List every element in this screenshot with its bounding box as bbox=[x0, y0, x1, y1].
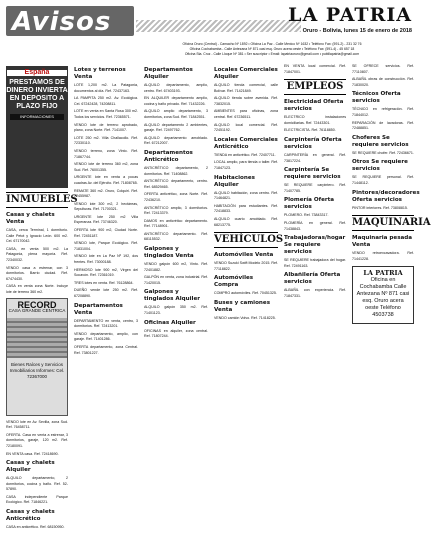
classified-item: ANTICRÉTICO departamento, 2 dormitorios. Ref. 71408862. bbox=[144, 165, 208, 176]
ad-brand: RECORD bbox=[17, 299, 57, 310]
subsection-heading: Casas y chalets Anticrético bbox=[6, 509, 55, 523]
column-2 bbox=[74, 64, 138, 542]
classified-item: OFICINAS en alquiler, zona central. Ref. 71807244. bbox=[144, 328, 208, 339]
contact-text: Oficina en Cochabamba Calle Antezana Nº 871 casi esq. Oruro acera oeste Teléfono 4503738 bbox=[356, 276, 410, 318]
classified-item: COMPRO automóviles. Ref. 70451325. bbox=[214, 291, 277, 296]
classified-item: URGENTE lote 250 m2 Villa Esperanza. Ref. 73746320. bbox=[74, 214, 138, 225]
classified-item: ALBAÑIL con experiencia. Ref. 71847331. bbox=[284, 288, 346, 298]
classified-item: ALQUILO cuarto amoblado. Ref. 68213775. bbox=[214, 216, 278, 227]
section-banner bbox=[6, 6, 134, 36]
classified-item: VENDO lote 300 m2, 2 hectáreas, Sepulturas. Ref. 71700321. bbox=[74, 201, 138, 212]
classified-item: OFERTA anticrético, zona Norte. Ref. 72436210. bbox=[144, 192, 208, 202]
category-heading: EMPLEOS bbox=[284, 79, 346, 95]
classified-item: LOTE 1,200 m2. La Patagonia, documentos al día. Ref. 72437163. bbox=[74, 83, 138, 93]
column-6 bbox=[352, 64, 431, 542]
subsection-heading: Carpintería Oferta servicios bbox=[284, 136, 342, 150]
classified-item: ANTICRÉTICO amplio, 3 dormitorios. Ref. 72413379. bbox=[144, 205, 208, 216]
classified-item: VENDO galpón 600 m2, Vinto. Ref. 72401882. bbox=[144, 262, 208, 272]
classified-item: SE REQUIERE trabajadora del hogar. Ref. 72491163. bbox=[284, 258, 346, 268]
subsection-heading: Carpintería Se requiere servicios bbox=[284, 167, 341, 181]
subsection-heading: Departamentos Alquiler bbox=[144, 67, 193, 80]
subsection-heading: Buses y camiones Venta bbox=[214, 299, 271, 313]
classified-item: ALQUILO local comercial. Ref. 72451192. bbox=[214, 122, 278, 133]
column-4 bbox=[214, 64, 284, 542]
dateline: Oruro - Bolivia, lunes 15 de enero de 2018 bbox=[302, 28, 412, 34]
ad-headline: PRESTAMOS DE DINERO INVIERTA EN DEPOSITO A PLAZO FIJO bbox=[6, 78, 68, 110]
classified-item: HERMOSO lote 900 m2, Virgen del Socavón. Ref. 72361019. bbox=[74, 267, 138, 278]
subsection-heading: Automóviles Compra bbox=[214, 275, 254, 289]
classified-item: VENDO retroexcavadora. Ref. 71441228. bbox=[352, 251, 414, 261]
classified-item: DUEÑO vende lote 250 m2. Ref. 67208890. bbox=[74, 288, 138, 298]
classified-item: SE REQUIERE chofer. Ref. 72436671. bbox=[352, 150, 414, 155]
subsection-heading: Choferes Se requiere servicios bbox=[352, 134, 409, 148]
subsection-heading: Otros Se requiere servicios bbox=[352, 159, 408, 173]
classified-item: ALBAÑIL obras de construcción. Ref. 71830020. bbox=[352, 77, 414, 87]
classified-item: VENDO Suzuki Swift Modelo 2015. Ref. 77118822. bbox=[214, 261, 278, 271]
classified-item: ELECTRICISTA. Ref. 76118850. bbox=[284, 128, 336, 133]
classified-item: CARPINTERÍA en general. Ref. 73817224. bbox=[284, 152, 346, 163]
subsection-heading: Oficinas Alquiler bbox=[144, 319, 196, 326]
classified-item: EN VENTA local comercial. Ref. 71847001. bbox=[284, 64, 346, 74]
subsection-heading: Albañilería Oferta servicios bbox=[284, 272, 341, 286]
classified-item: AMBIENTES para oficinas, zona central. Ref. 67236511. bbox=[214, 109, 278, 119]
office-line: Oficina Sta. Cruz - Calle Lloque Nº 381 • Ser suscriptor • Email: lapatriaoruro@gmail.com • publilapatria@gmail.com bbox=[184, 52, 360, 56]
office-line: Oficina Cochabamba - Calle Antezana Nº 871 casi esq. Oruro acera oeste • Teléfono Fax: (591-4) - 45 657 18 bbox=[189, 47, 355, 51]
classified-item: VENDO lote en La Paz Nº 192, dos frentes. Ref. 73000188. bbox=[74, 254, 138, 265]
classified-item: DAMOS en anticrético departamento. Ref. 77148901. bbox=[144, 218, 208, 229]
classified-item: PLOMERO. Ref. 73843317. bbox=[284, 213, 329, 218]
subsection-heading: Lotes y terrenos Venta bbox=[74, 67, 126, 80]
classified-item: ALQUILO departamento amoblado. Ref. 67212007. bbox=[144, 135, 208, 146]
classified-item: VENDO camión Volvo. Ref. 71418225. bbox=[214, 315, 276, 320]
column-5 bbox=[284, 64, 346, 542]
office-contact-box bbox=[352, 266, 414, 324]
office-line: Oficina Oruro (Central) - Camacho Nº 1892 • Oficina La Paz - Calle Mexico Nº 1632 • Teléfono Fax: (591-2) - 231 32 76 bbox=[182, 42, 362, 46]
decorative-stripes bbox=[136, 20, 301, 32]
classified-item: ELECTRICO instalaciones domiciliarias. Ref. 72443301. bbox=[284, 115, 346, 125]
category-heading: VEHÍCULOS bbox=[214, 232, 278, 248]
classified-item: PINTOR interiores. Ref. 73808815. bbox=[352, 205, 408, 210]
classified-item: HABITACIÓN para estudiantes. Ref. 72418833. bbox=[214, 203, 278, 214]
classified-item: EN VENTA casa. Ref. 72418690. bbox=[6, 451, 59, 456]
category-heading: MAQUINARIA bbox=[352, 215, 414, 231]
subsection-heading: Electricidad Oferta servicios bbox=[284, 99, 344, 113]
classified-item: VENDO terreno, zona Vinto. Ref. 71867744. bbox=[74, 148, 138, 159]
classified-item: REMATE 360 m2. Oruro, Colquiri. Ref. 72455987. bbox=[74, 188, 138, 199]
classified-item: TRES lotes en venta. Ref. 76128864. bbox=[74, 280, 134, 285]
house-image bbox=[7, 318, 67, 358]
category-heading: INMUEBLES bbox=[6, 192, 68, 208]
classified-item: ANTICRÉTICO departamento, centro. Ref. 68529465. bbox=[144, 179, 208, 189]
bank-logo: España bbox=[7, 70, 67, 76]
classified-item: REPARACIÓN de lavadoras. Ref. 72488851. bbox=[352, 120, 414, 131]
classified-item: ANTICRÉTICO departamento. Ref. 68115532. bbox=[144, 231, 208, 242]
classified-item: SE REQUIERE personal. Ref. 71448112. bbox=[352, 175, 414, 185]
classified-item: ALQUILO departamento, amplio, centro. Ref. 67403193. bbox=[144, 83, 208, 93]
subsection-heading: Automóviles Venta bbox=[214, 252, 274, 259]
classified-item: LOTE en venta en Santa Rosa 300 m2. Todos los servicios. Ref. 72365571. bbox=[74, 109, 138, 119]
subsection-heading: Habitaciones Alquiler bbox=[214, 174, 256, 188]
ad-text: Bienes Raíces y Servicios Inmobiliarios Informes: Cel. 72367000 bbox=[9, 362, 65, 380]
bank-ad bbox=[6, 66, 68, 188]
classified-item: VENDO lote, Parque Ecológico. Ref. 71831004. bbox=[74, 241, 138, 251]
ad-title: CASA GRANDE CENTRICA bbox=[8, 308, 66, 314]
classified-item: VENDO lote de terreno 360 m2, zona Sud. Ref. 76001355. bbox=[74, 162, 138, 172]
classified-item: OFERTA. Casa en venta a estrenar, 3 dormitorios, garaje, 120 m2. Ref. 72180091. bbox=[6, 432, 68, 448]
classified-item: VENDO casa a estrenar, con 3 dormitorios. Barrio ciudad. Ref. 67474430. bbox=[6, 265, 68, 281]
newspaper-brand: LA PATRIA bbox=[288, 4, 412, 26]
classified-item: ALQUILO habitación, zona centro. Ref. 71464821. bbox=[214, 190, 278, 201]
subsection-heading: Trabajadoras/hogar Se requiere servicios bbox=[284, 235, 346, 256]
classified-item: LOTE 250 m2. Villa Challacollo. Ref. 72330110. bbox=[74, 135, 138, 146]
classified-item: CASA independiente Parque Ecológico. Ref. 71846221. bbox=[6, 494, 68, 505]
classified-item: CASA en venta zona Norte. Incluye lote de terreno 360 m2. bbox=[6, 284, 68, 294]
classified-item: CASA, cerca Terminal, 1 dormitorio. Calle Petot y Ignacio León. 600 m2. Cel. 67170042. bbox=[6, 228, 68, 244]
ad-subline: INFORMACIONES bbox=[10, 114, 64, 120]
classified-item: URGENTE lote en venta a pocas cuadras Av. del Ejército. Ref. 71808765. bbox=[74, 175, 138, 185]
subsection-heading: Pintores/decoradores Oferta servicios bbox=[352, 189, 420, 203]
classified-item: EN ALQUILER departamento amplio, cocina y baño privado. Ref. 71432226. bbox=[144, 96, 208, 106]
office-info bbox=[130, 42, 414, 57]
classified-item: ALQUILO tienda comercial, calle Bolívar. Ref. 71421849. bbox=[214, 83, 278, 93]
subsection-heading: Casas y chalets Alquiler bbox=[6, 460, 55, 474]
masthead bbox=[6, 6, 414, 40]
classified-item: ALQUILO departamento, 2 dormitorios, cocina y baño. Ref. 52-57890. bbox=[6, 476, 68, 492]
subsection-heading: Galpones y tinglados Venta bbox=[144, 246, 194, 260]
classified-item: SE OFRECE servicios. Ref. 77110807. bbox=[352, 64, 414, 74]
section-title: Avisos bbox=[12, 7, 112, 37]
subsection-heading: Locales Comerciales Alquiler bbox=[214, 67, 278, 80]
classified-item: VENDO lote de terreno aprobado, plano, zona Norte. Ref. 7141007. bbox=[74, 122, 138, 133]
classified-item: ALQUILO departamento 2 ambientes, garaje. Ref. 72497762. bbox=[144, 122, 208, 133]
column-1 bbox=[6, 64, 78, 542]
classified-item: TIENDA en anticrético. Ref. 72407711. bbox=[214, 152, 276, 157]
classified-item: ALQUILO galpón 350 m2. Ref. 71401123. bbox=[144, 305, 208, 316]
classified-item: OFERTA lote 900 m2, Ciudad Norte. Ref. 72451187. bbox=[74, 228, 138, 238]
subsection-heading: Técnicos Oferta servicios bbox=[352, 91, 401, 105]
subsection-heading: Locales Comerciales Anticrético bbox=[214, 136, 278, 150]
subsection-heading: Maquinaria pesada Venta bbox=[352, 235, 413, 249]
classified-item: DEPARTAMENTO en venta, centro, 3 dormitorios. Ref. 72413201. bbox=[74, 318, 138, 329]
column-3 bbox=[144, 64, 208, 542]
contact-title: LA PATRIA bbox=[363, 269, 403, 278]
subsection-heading: Galpones y tinglados Alquiler bbox=[144, 289, 201, 303]
classified-item: LOCAL amplio, para tienda o taller. Ref. 71847123. bbox=[214, 160, 278, 170]
classified-item: VENDO lote en Av. Sevilla, zona Sud. Ref. 76458711. bbox=[6, 419, 68, 430]
classified-item: VENDO departamento, amplio, con garaje. Ref. 71401286. bbox=[74, 331, 138, 342]
classified-item: ALQUILO amplio departamento, 3 dormitorios, zona Sud. Ref. 71842551. bbox=[144, 109, 208, 119]
subsection-heading: Casas y chalets Venta bbox=[6, 212, 55, 225]
classified-item: SE REQUIERE carpintero. Ref. 71407785. bbox=[284, 183, 346, 193]
classified-item: CASA en anticrético. Ref. 68150950. bbox=[6, 525, 65, 530]
classified-item: OFERTA departamento, zona Central. Ref. 73801227. bbox=[74, 344, 138, 355]
subsection-heading: Plomería Oferta servicios bbox=[284, 197, 335, 211]
classified-item: TÉCNICO en refrigeración. Ref. 71844012. bbox=[352, 107, 414, 117]
classified-item: GALPÓN en venta, zona industrial. Ref. 71420015. bbox=[144, 275, 208, 285]
classified-item: LA PAMPITA 250 m2. Av. Ecológica. Cel. 67242428, 74208811. bbox=[74, 96, 138, 106]
subsection-heading: Departamentos Venta bbox=[74, 302, 123, 316]
classified-item: ALQUILO tienda sobre avenida. Ref. 73832015. bbox=[214, 96, 278, 106]
classified-item: PLOMERÍA en general. Ref. 71438843. bbox=[284, 220, 346, 231]
classified-item: CASA, en venta 500 m2. La Patagonia, plena mayoría. Ref. 72340032. bbox=[6, 246, 68, 262]
subsection-heading: Departamentos Anticrético bbox=[144, 149, 193, 163]
realestate-ad bbox=[6, 298, 68, 416]
